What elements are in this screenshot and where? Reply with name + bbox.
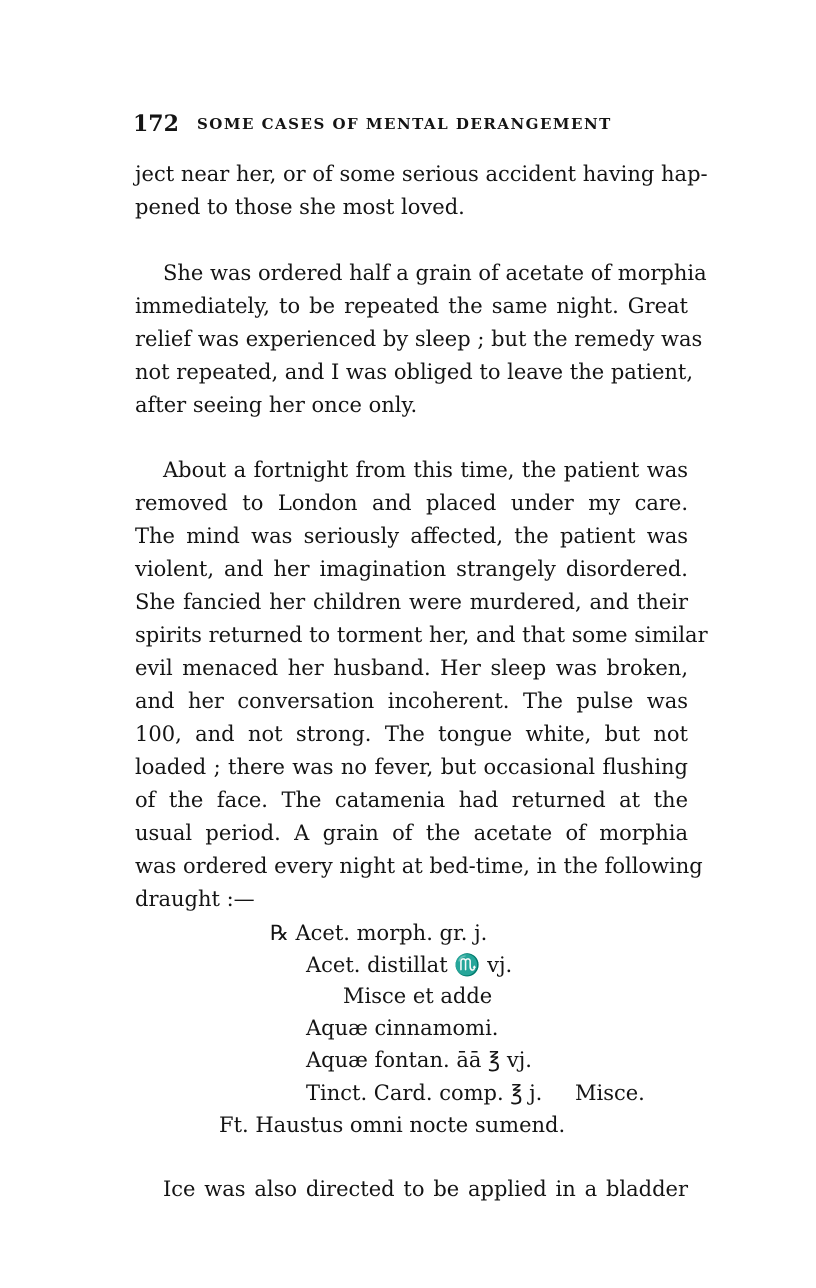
prescription-line: ℞ Acet. morph. gr. j. [270,921,488,945]
paragraph-4 [135,1173,688,1206]
text-line: spirits returned to torment her, and that some similar [135,623,708,647]
paragraph-2 [135,257,707,422]
prescription-line: Misce. [575,1081,645,1105]
text-line: Ice was also directed to be applied in a bladder [163,1177,688,1201]
text-line: pened to those she most loved. [135,195,465,219]
text-line: and her conversation incoherent. The pulse was [135,689,688,713]
text-line: draught :— [135,887,255,911]
prescription-line: Aquæ fontan. āā ℥ vj. [306,1048,532,1072]
page-header [133,109,693,141]
prescription-line: Misce et adde [343,984,493,1008]
paragraph-3 [135,454,708,916]
text-line: immediately, to be repeated the same night. Great [135,294,688,318]
prescription-line: Tinct. Card. comp. ℥ j. [306,1081,543,1105]
text-line: removed to London and placed under my care. [135,491,688,515]
prescription-line: Aquæ cinnamomi. [306,1016,499,1040]
prescription-line: Acet. distillat ♏ vj. [306,953,513,977]
text-line: ject near her, or of some serious accident having hap- [135,162,708,186]
text-line: She was ordered half a grain of acetate of morphia [163,261,707,285]
page-number: 172 [133,111,179,137]
text-line: She fancied her children were murdered, and their [135,590,688,614]
text-line: About a fortnight from this time, the patient was [163,458,688,482]
prescription-line: Ft. Haustus omni nocte sumend. [219,1113,566,1137]
text-line: violent, and her imagination strangely disordered. [135,557,688,581]
text-line: loaded ; there was no fever, but occasional flushing [135,755,688,779]
text-line: not repeated, and I was obliged to leave the patient, [135,360,694,384]
text-line: was ordered every night at bed-time, in the following [135,854,703,878]
text-line: of the face. The catamenia had returned at the [135,788,688,812]
text-line: usual period. A grain of the acetate of morphia [135,821,688,845]
text-line: after seeing her once only. [135,393,418,417]
text-line: The mind was seriously affected, the patient was [135,524,688,548]
text-line: evil menaced her husband. Her sleep was broken, [135,656,688,680]
text-line: relief was experienced by sleep ; but the remedy was [135,327,703,351]
paragraph-1 [135,158,708,224]
text-line: 100, and not strong. The tongue white, but not [135,722,688,746]
running-title: SOME CASES OF MENTAL DERANGEMENT [196,115,612,133]
